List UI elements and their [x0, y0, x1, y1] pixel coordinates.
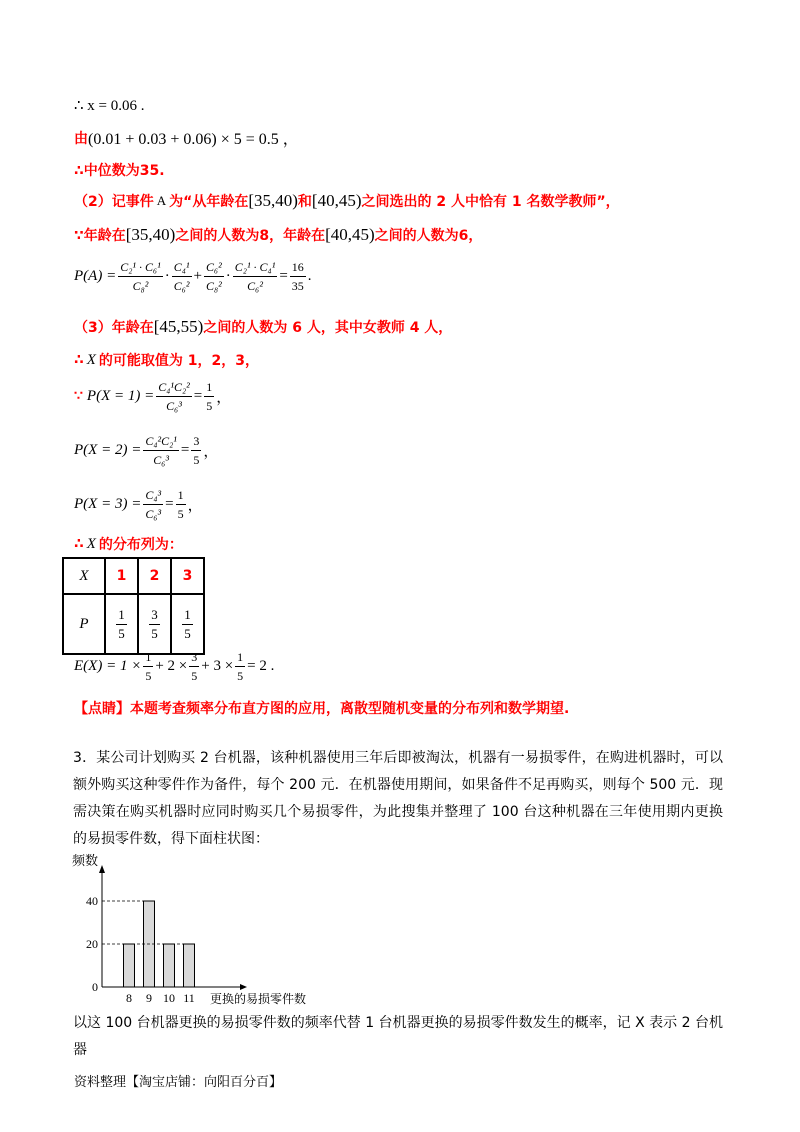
math-px2-lhs: P(X = 2) =	[74, 442, 142, 458]
math-pa-lhs: P(A) =	[74, 268, 117, 284]
frac-t1-den: 5	[118, 625, 125, 641]
distribution-table	[62, 557, 205, 655]
text-therefore2: ∴	[74, 536, 84, 552]
math-px1-lhs: P(X = 1) =	[86, 388, 155, 404]
y-tick-label: 20	[86, 937, 98, 951]
line-median-calc	[74, 126, 299, 149]
text-because-age: ∵年龄在	[74, 228, 126, 244]
frac-px3-r-num: 1	[176, 486, 186, 505]
frac-t1-num: 1	[116, 606, 127, 625]
frac-1	[118, 258, 163, 295]
frac-px2-num: C₄²C₂¹	[143, 432, 179, 451]
table-cell-x2: 2	[138, 558, 171, 594]
frac-5-den: 35	[291, 279, 304, 293]
text-possible-values: 的可能取值为 1，2，3，	[98, 353, 260, 369]
frac-ex3-den: 5	[237, 669, 244, 683]
bar	[184, 944, 195, 987]
frac-t3-den: 5	[184, 625, 191, 641]
math-interval-35-40b: [35,40)	[125, 225, 176, 244]
table-head-x: X	[63, 558, 105, 594]
frac-t3-num: 1	[182, 606, 193, 625]
comment-dianjing: 【点睛】本题考查频率分布直方图的应用，离散型随机变量的分布列和数学期望.	[74, 701, 570, 717]
math-px3-lhs: P(X = 3) =	[74, 496, 142, 512]
text-because: ∵	[74, 389, 83, 404]
frac-ex2-num: 3	[189, 648, 199, 667]
bar	[124, 944, 135, 987]
math-x2: X	[86, 535, 96, 552]
text-part2: （2）记事件	[74, 194, 154, 210]
text-count-6: 之间的人数为6，	[374, 228, 483, 244]
frac-2	[172, 258, 192, 295]
math-x-equals: ∴ x = 0.06 .	[74, 98, 145, 114]
line-median-result: ∴中位数为35.	[74, 163, 165, 179]
frac-3-num: C₆²	[204, 258, 224, 277]
frac-px2-r-den: 5	[193, 453, 200, 467]
x-axis-label: 更换的易损零件数	[210, 992, 307, 1006]
frac-px1-num: C₄¹C₂²	[156, 378, 192, 397]
line-px1: ∵ P(X = 1) = $\frac{\text{C₄¹C₂²}}{\text{C₆³}}$ = $\frac{1}{5}$ ，	[74, 380, 232, 413]
text-part3: （3）年龄在	[74, 320, 154, 336]
line-px2: P(X = 2) = $\frac{\text{C₄²C₂¹}}{\text{C₆³}}$ = $\frac{3}{5}$ ，	[74, 434, 219, 467]
line-x-values	[74, 350, 259, 370]
math-ex-lhs: E(X) = 1 ×	[74, 658, 142, 674]
x-tick-label: 9	[146, 991, 152, 1005]
frac-4-den: C₆²	[247, 279, 263, 293]
line-prob-a: P(A) = $\frac{\text{C₂¹ · C₆¹}}{\text{C₈²}}$ · $\frac{\text{C₄¹}}{\text{C₆²}}$ + $\frac{\text{C₆²}}{\text{C₈²}}$ · $\frac{\text{C₂¹ · C₄¹}}{\text{C₆²}}$ = $\frac{16}{35}$ .	[74, 260, 312, 293]
text-event-tail: 之间选出的 2 人中恰有 1 名数学教师”，	[361, 194, 620, 210]
frac-ex2-den: 5	[191, 669, 198, 683]
table-row-x	[63, 558, 204, 594]
line-expectation	[74, 648, 274, 685]
frac-5	[290, 258, 306, 295]
text-event-desc: 为“从年龄在	[169, 194, 249, 210]
x-tick-label: 10	[163, 991, 175, 1005]
frac-t2	[149, 606, 160, 643]
frac-px3-num: C₄³	[143, 486, 163, 505]
x-tick-label: 8	[126, 991, 132, 1005]
frac-px2	[143, 432, 179, 469]
frac-1-den: C₈²	[132, 279, 149, 293]
frac-px3	[143, 486, 163, 523]
line-px3: P(X = 3) = $\frac{\text{C₄³}}{\text{C₆³}}$ = $\frac{1}{5}$ ，	[74, 488, 203, 521]
question-3-continuation: 以这 100 台机器更换的易损零件数的频率代替 1 台机器更换的易损零件数发生的概率，记 X 表示 2 台机器	[73, 1015, 723, 1058]
text-and: 和	[297, 194, 312, 210]
math-ex-plus2: + 2 ×	[155, 658, 188, 674]
frac-px3-r-den: 5	[177, 507, 184, 521]
text-therefore: ∴	[74, 352, 84, 368]
frac-ex3	[235, 648, 245, 685]
x-tick-label: 11	[183, 991, 195, 1005]
frac-px1-r-num: 1	[204, 378, 214, 397]
table-head-p: P	[63, 594, 105, 654]
y-tick-label: 40	[86, 894, 98, 908]
footer-source: 资料整理【淘宝店铺：向阳百分百】	[74, 1075, 283, 1090]
y-axis-arrow	[99, 865, 105, 873]
frac-t2-den: 5	[151, 625, 158, 641]
y-tick-label: 0	[92, 980, 98, 994]
line-counts	[74, 225, 482, 245]
bar-chart	[70, 853, 330, 1009]
frac-2-den: C₆²	[173, 279, 190, 293]
frac-px3-r	[176, 486, 186, 523]
frac-3	[204, 258, 224, 295]
math-ex-plus3: + 3 ×	[201, 658, 234, 674]
math-interval-35-40: [35,40)	[248, 191, 298, 210]
line-part3	[74, 317, 452, 337]
frac-px2-r	[191, 432, 201, 469]
frac-px2-r-num: 3	[191, 432, 201, 451]
line-event-def	[74, 191, 620, 211]
frac-ex1	[143, 648, 153, 685]
frac-px1-den: C₆³	[166, 399, 182, 413]
math-interval-45-55: [45,55)	[153, 317, 204, 336]
math-sum: (0.01 + 0.03 + 0.06) × 5 = 0.5 ，	[88, 131, 299, 148]
frac-3-den: C₈²	[205, 279, 222, 293]
bar	[164, 944, 175, 987]
frac-px2-den: C₆³	[153, 453, 169, 467]
table-cell-p2	[138, 594, 171, 654]
math-interval-40-45: [40,45)	[311, 191, 362, 210]
math-interval-40-45b: [40,45)	[325, 225, 375, 244]
frac-t1	[116, 606, 127, 643]
frac-ex2	[189, 648, 199, 685]
math-event-a: A	[156, 193, 167, 208]
text-count-teachers: 之间的人数为 6 人，其中女教师 4 人，	[203, 320, 453, 336]
frac-t3	[182, 606, 193, 643]
question-3-text: 3．某公司计划购买 2 台机器，该种机器使用三年后即被淘汰，机器有一易损零件，在购进机器时，可以额外购买这种零件作为备件，每个 200 元．在机器使用期间，如果备件不足再购买，则每个 500 元．现需决策在购买机器时应同时购买几个易损零件，为此搜集并整理了 100 台这种机器在三年使用期内更换的易损零件数，得下面柱状图：	[73, 750, 723, 847]
math-x: X	[86, 351, 96, 368]
table-cell-x1: 1	[105, 558, 138, 594]
line-x-value	[74, 96, 145, 115]
frac-px1-r-den: 5	[206, 399, 213, 413]
frac-ex3-num: 1	[235, 648, 245, 667]
frac-4	[233, 258, 278, 295]
math-ex-end: = 2 .	[247, 658, 275, 674]
frac-4-num: C₂¹ · C₄¹	[233, 258, 278, 277]
line-distribution-label	[74, 534, 183, 554]
table-row-p	[63, 594, 204, 654]
frac-px3-den: C₆³	[145, 507, 162, 521]
frac-px1-r	[204, 378, 214, 415]
x-axis-arrow	[240, 984, 247, 990]
table-cell-p3	[171, 594, 204, 654]
frac-ex1-num: 1	[143, 648, 153, 667]
frac-5-num: 16	[290, 258, 306, 277]
y-axis-label: 频数	[72, 854, 99, 869]
frac-ex1-den: 5	[145, 669, 152, 683]
frac-2-num: C₄¹	[172, 258, 192, 277]
frac-1-num: C₂¹ · C₆¹	[118, 258, 163, 277]
frac-px1	[156, 378, 192, 415]
text-distribution: 的分布列为：	[98, 537, 183, 553]
text-count-8: 之间的人数为8，年龄在	[175, 228, 326, 244]
text-you: 由	[74, 130, 88, 147]
frac-t2-num: 3	[149, 606, 160, 625]
table-cell-p1	[105, 594, 138, 654]
table-cell-x3: 3	[171, 558, 204, 594]
